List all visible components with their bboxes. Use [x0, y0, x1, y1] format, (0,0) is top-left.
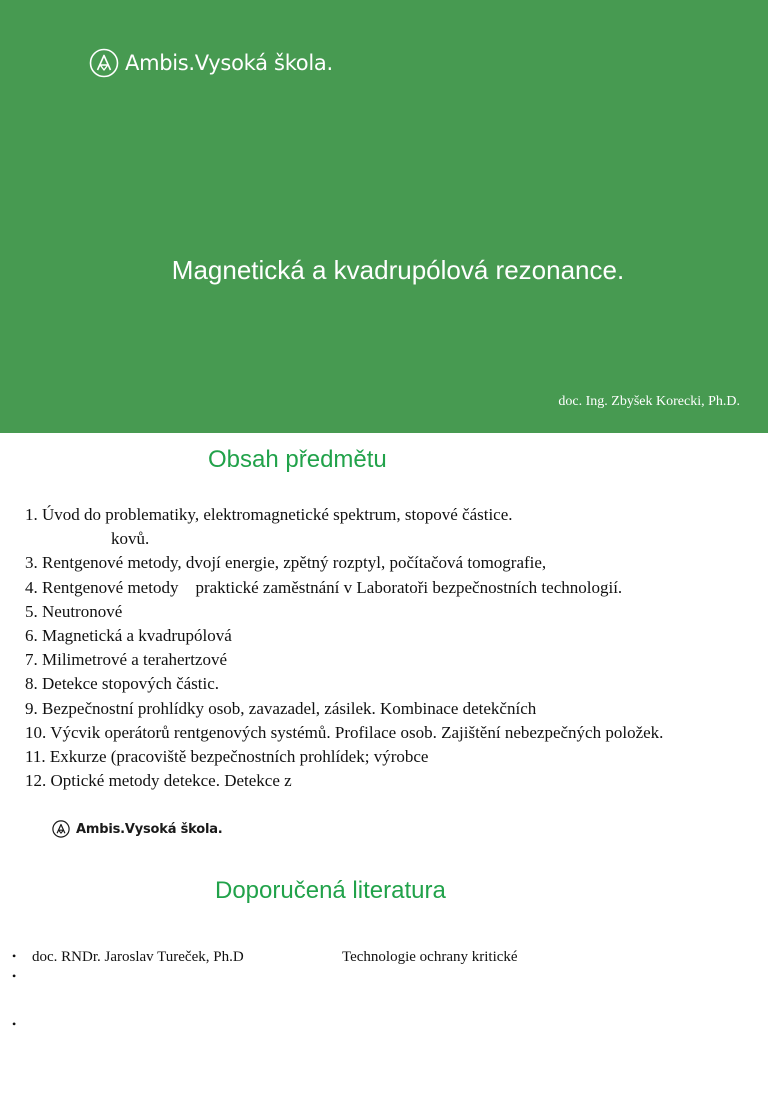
literature-author: doc. RNDr. Jaroslav Tureček, Ph.D — [32, 949, 244, 965]
list-item: 8. Detekce stopových částic. — [25, 674, 220, 694]
list-item-continuation: kovů. — [111, 529, 150, 549]
list-item: 10. Výcvik operátorů rentgenových systémů. Profilace osob. Zajištění nebezpečných položek. — [25, 722, 664, 742]
list-item: 6. Magnetická a kvadrupólová — [25, 626, 232, 646]
list-item: 12. Optické metody detekce. Detekce z — [25, 771, 292, 791]
list-item: 11. Exkurze (pracoviště bezpečnostních prohlídek; výrobce — [25, 747, 429, 767]
list-item: 5. Neutronové — [25, 601, 123, 621]
logo-text: Ambis.Vysoká škola. — [76, 821, 223, 837]
a-in-circle-icon — [52, 820, 70, 838]
list-item — [12, 949, 518, 969]
list-item — [12, 969, 27, 989]
a-in-circle-icon — [89, 48, 119, 78]
bullet-icon: • — [12, 969, 17, 983]
author-name: doc. Ing. Zbyšek Korecki, Ph.D. — [558, 394, 740, 409]
recommended-literature-heading: Doporučená literatura — [215, 877, 446, 904]
course-content-heading: Obsah předmětu — [208, 446, 387, 473]
list-item: 3. Rentgenové metody, dvojí energie, zpětný rozptyl, počítačová tomografie, — [25, 553, 547, 573]
title-slide — [0, 0, 768, 433]
list-item: 7. Milimetrové a terahertzové — [25, 650, 228, 670]
ambis-logo — [89, 48, 333, 78]
presentation-title: Magnetická a kvadrupólová rezonance. — [171, 255, 625, 285]
list-item: 4. Rentgenové metody praktické zaměstnání v Laboratoři bezpečnostních technologií. — [25, 577, 623, 597]
bullet-icon: • — [12, 949, 17, 963]
list-item: 1. Úvod do problematiky, elektromagnetické spektrum, stopové částice. — [25, 505, 513, 524]
literature-title: Technologie ochrany kritické — [342, 949, 518, 965]
list-item — [12, 1017, 27, 1037]
course-content-list — [25, 503, 663, 793]
list-item: 9. Bezpečnostní prohlídky osob, zavazadel, zásilek. Kombinace detekčních — [25, 698, 537, 718]
logo-text: Ambis.Vysoká škola. — [125, 51, 333, 75]
bullet-icon: • — [12, 1017, 17, 1031]
ambis-logo-small — [52, 820, 223, 838]
